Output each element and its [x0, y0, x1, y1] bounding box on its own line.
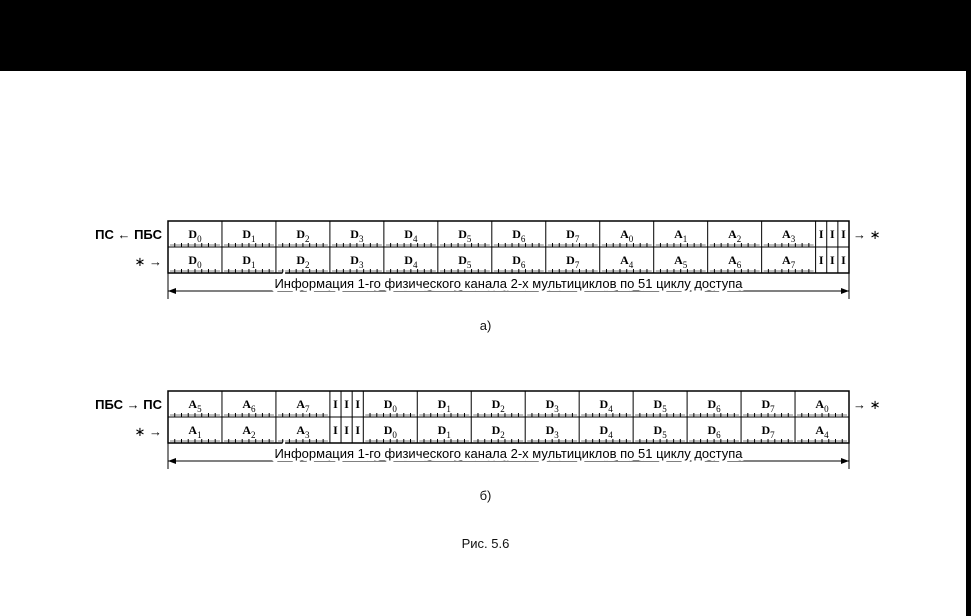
diagram-a-row2-cell-14: I — [841, 253, 846, 267]
diagram-b-row2-cell-1: $A_2$ — [242, 423, 256, 440]
diagram-a-row2-cell-0: $D_0$ — [188, 253, 202, 270]
diagram-b-row2-cell-11: $D_5$ — [653, 423, 667, 440]
diagram-a-row1-cell-9: $A_1$ — [674, 227, 688, 244]
diagram-b-row2-cell-10: $D_4$ — [599, 423, 613, 440]
diagram-b-row1-cell-6: $D_0$ — [383, 397, 397, 414]
diagram-b-row2-cell-9: $D_3$ — [545, 423, 559, 440]
diagram-b-row1-cell-14: $A_0$ — [815, 397, 829, 414]
diagram-a-row1-cell-14: I — [841, 227, 846, 241]
diagram-b-row2-cell-6: $D_0$ — [383, 423, 397, 440]
diagram-b-row2-cell-8: $D_2$ — [491, 423, 505, 440]
diagram-a-row2-cell-8: $A_4$ — [620, 253, 634, 270]
diagram-b-row1-cell-4: I — [344, 397, 349, 411]
diagram-b-row1-cell-7: $D_1$ — [437, 397, 451, 414]
diagram-a-right-label: → ∗ — [853, 227, 881, 242]
diagram-a-row1-cell-6: $D_6$ — [512, 227, 526, 244]
diagram-a-row1-cell-4: $D_4$ — [404, 227, 418, 244]
diagram-a-row1-cell-0: $D_0$ — [188, 227, 202, 244]
diagram-b-span-label: Информация 1-го физического канала 2-х мультициклов по 51 циклу доступа — [274, 446, 743, 461]
diagram-b-row2-cell-14: $A_4$ — [815, 423, 829, 440]
diagram-a-caption: а) — [479, 318, 492, 333]
diagram-a-row2-cell-10: $A_6$ — [728, 253, 742, 270]
diagram-a-row1-cell-1: $D_1$ — [242, 227, 256, 244]
diagram-a-row2-cell-2: $D_2$ — [296, 253, 310, 270]
diagram-a-row2-cell-7: $D_7$ — [566, 253, 580, 270]
diagram-b-left-label: ПБС → ПС — [95, 397, 162, 412]
diagram-a-row2-cell-12: I — [818, 253, 824, 267]
diagram-a-row2-cell-4: $D_4$ — [404, 253, 418, 270]
diagram-b-span-arrow-right — [841, 458, 849, 464]
diagram-a-row2-cell-1: $D_1$ — [242, 253, 256, 270]
diagram-b-row1-cell-5: I — [355, 397, 361, 411]
diagram-b-row2-cell-12: $D_6$ — [707, 423, 721, 440]
diagram-a-row1-cell-11: $A_3$ — [782, 227, 796, 244]
diagram-b-span-arrow-left — [168, 458, 176, 464]
diagram-b-row1-cell-13: $D_7$ — [761, 397, 775, 414]
diagram-b-row2-cell-3: I — [333, 423, 338, 437]
diagram-b-row1-cell-1: $A_6$ — [242, 397, 256, 414]
diagram-b-caption: б) — [479, 488, 492, 503]
diagram-a-row1-cell-5: $D_5$ — [458, 227, 472, 244]
diagram-a-row2-cell-6: $D_6$ — [512, 253, 526, 270]
diagram-b-row1-cell-9: $D_3$ — [545, 397, 559, 414]
diagram-a-row2-cell-3: $D_3$ — [350, 253, 364, 270]
diagram-a-row1-cell-13: I — [829, 227, 835, 241]
diagram-a-span-arrow-left — [168, 288, 176, 294]
diagram-a-left-label: ПС ← ПБС — [95, 227, 162, 242]
diagram-b-row2-cell-4: I — [344, 423, 349, 437]
diagram-a-row1-cell-12: I — [818, 227, 824, 241]
diagram-b-row2-cell-2: $A_3$ — [296, 423, 310, 440]
diagram-b-row1-cell-3: I — [333, 397, 338, 411]
diagram-a-row2-cell-13: I — [829, 253, 835, 267]
figure-caption: Рис. 5.6 — [461, 536, 510, 551]
diagram-a-row1-cell-10: $A_2$ — [728, 227, 742, 244]
diagram-b-row1-cell-2: $A_7$ — [296, 397, 310, 414]
diagram-b-row1-cell-10: $D_4$ — [599, 397, 613, 414]
diagram-a-row1-cell-3: $D_3$ — [350, 227, 364, 244]
diagram-b-row2-cell-7: $D_1$ — [437, 423, 451, 440]
diagram-b-row1-cell-11: $D_5$ — [653, 397, 667, 414]
diagram-a-span-arrow-right — [841, 288, 849, 294]
diagram-b-row1-cell-0: $A_5$ — [188, 397, 202, 414]
diagram-a-left-label-2: ∗ → — [134, 254, 162, 269]
diagram-b-row1-cell-12: $D_6$ — [707, 397, 721, 414]
diagram-a-row1-cell-8: $A_0$ — [620, 227, 634, 244]
diagram-b-left-label-2: ∗ → — [134, 424, 162, 439]
diagram-b-row2-cell-5: I — [355, 423, 361, 437]
diagram-a-row1-cell-7: $D_7$ — [566, 227, 580, 244]
diagram-b-right-label: → ∗ — [853, 397, 881, 412]
diagram-a-row1-cell-2: $D_2$ — [296, 227, 310, 244]
diagram-b-row2-cell-13: $D_7$ — [761, 423, 775, 440]
diagram-a-span-label: Информация 1-го физического канала 2-х мультициклов по 51 циклу доступа — [274, 276, 743, 291]
diagram-a-row2-cell-9: $A_5$ — [674, 253, 688, 270]
diagram-a-row2-cell-5: $D_5$ — [458, 253, 472, 270]
diagram-b-row2-cell-0: $A_1$ — [188, 423, 202, 440]
diagram-b-row1-cell-8: $D_2$ — [491, 397, 505, 414]
diagram-a-row2-cell-11: $A_7$ — [782, 253, 796, 270]
